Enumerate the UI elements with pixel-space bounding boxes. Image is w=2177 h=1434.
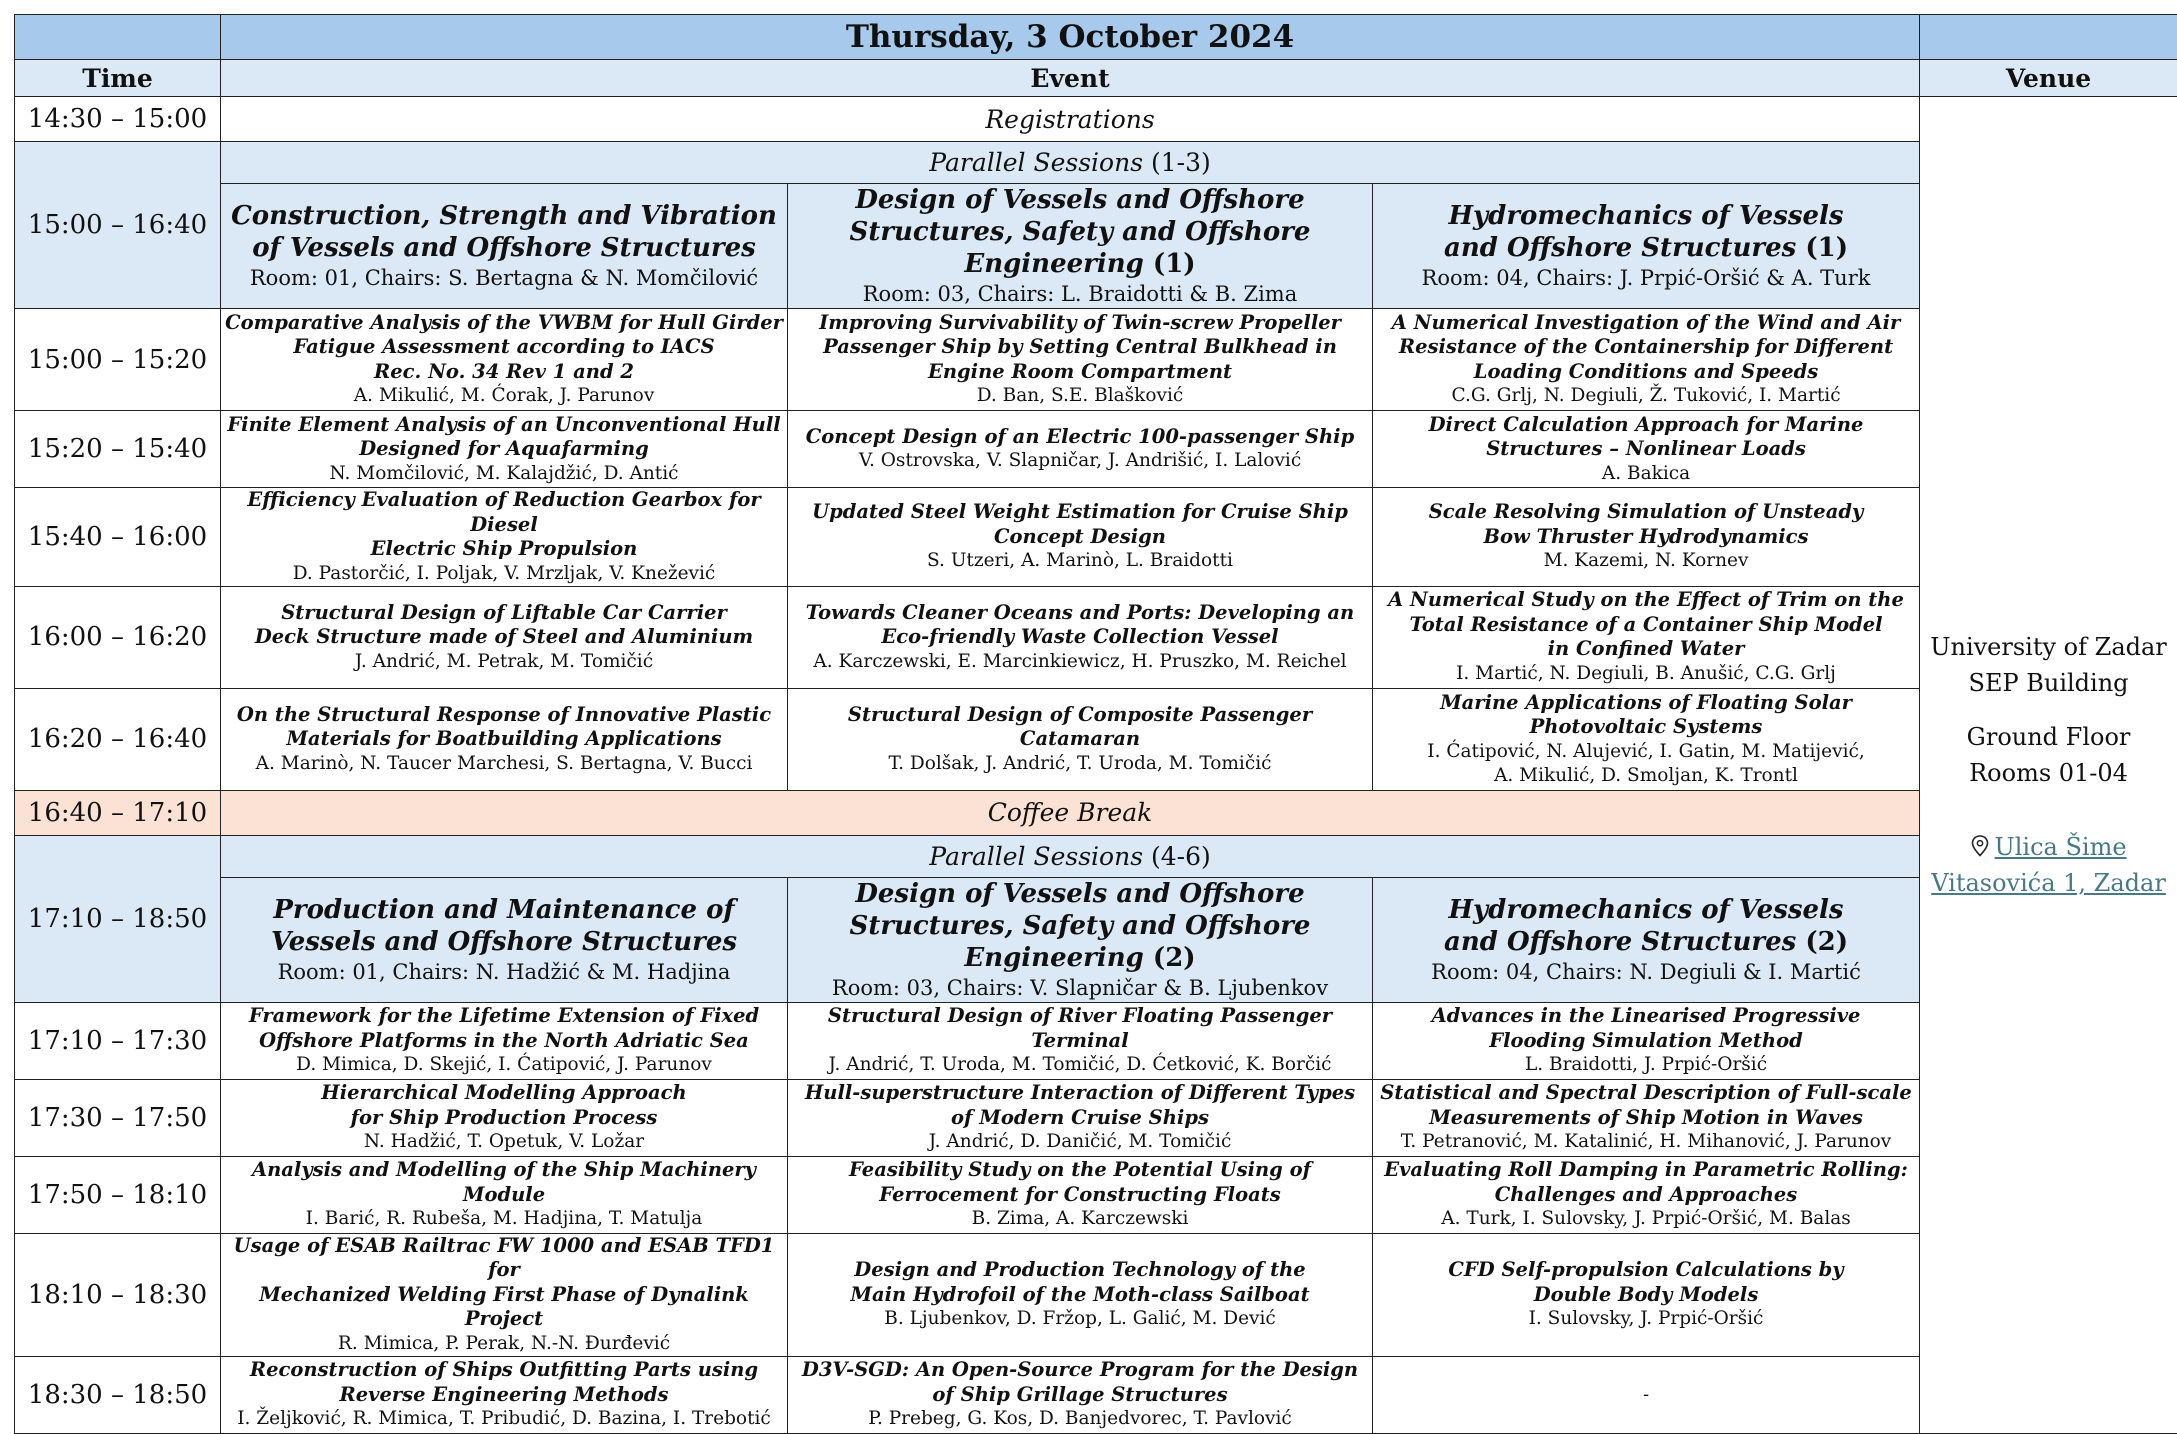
paper-title: Comparative Analysis of the VWBM for Hull Girder Fatigue Assessment according to IACS Rec. No. 34 Rev 1 and 2	[221, 311, 787, 385]
paper-cell	[1373, 309, 1920, 411]
paper-cell	[221, 586, 788, 688]
paper-title: Structural Design of River Floating Passenger Terminal	[788, 1004, 1372, 1053]
talk-row	[15, 1156, 2177, 1233]
paper-authors: T. Dolšak, J. Andrić, T. Uroda, M. Tomičić	[788, 752, 1372, 776]
day-title: Thursday, 3 October 2024	[221, 15, 1920, 60]
paper-cell	[788, 1079, 1373, 1156]
paper-authors: M. Kazemi, N. Kornev	[1373, 549, 1919, 573]
talk-time: 15:20 – 15:40	[15, 411, 221, 488]
session-room: Room: 01, Chairs: S. Bertagna & N. Momčilović	[221, 264, 787, 292]
talk-time: 17:30 – 17:50	[15, 1079, 221, 1156]
paper-title: Updated Steel Weight Estimation for Cruise Ship Concept Design	[788, 500, 1372, 549]
paper-authors: R. Mimica, P. Perak, N.-N. Đurđević	[221, 1332, 787, 1356]
talk-row	[15, 309, 2177, 411]
paper-cell	[221, 1079, 788, 1156]
paper-title: CFD Self-propulsion Calculations by Double Body Models	[1373, 1258, 1919, 1307]
paper-cell	[788, 309, 1373, 411]
banner-label: Parallel Sessions	[929, 148, 1143, 177]
venue-address-link[interactable]: Vitasovića 1, Zadar	[1931, 869, 2166, 897]
registration-row	[15, 97, 2177, 142]
paper-cell	[1373, 1079, 1920, 1156]
paper-cell	[221, 309, 788, 411]
paper-cell	[221, 1156, 788, 1233]
paper-cell	[1373, 1356, 1920, 1433]
venue-line: Rooms 01-04	[1920, 755, 2177, 791]
paper-title: Finite Element Analysis of an Unconventional Hull Designed for Aquafarming	[221, 413, 787, 462]
paper-cell	[221, 488, 788, 587]
paper-authors: A. Turk, I. Sulovsky, J. Prpić-Oršić, M. Balas	[1373, 1207, 1919, 1231]
paper-cell	[221, 688, 788, 790]
paper-authors: J. Andrić, T. Uroda, M. Tomičić, D. Ćetković, K. Borčić	[788, 1053, 1372, 1077]
talk-row	[15, 586, 2177, 688]
time-column-header: Time	[15, 60, 221, 97]
paper-cell	[788, 411, 1373, 488]
paper-authors: I. Martić, N. Degiuli, B. Anušić, C.G. Grlj	[1373, 662, 1919, 686]
talk-row	[15, 1079, 2177, 1156]
session-title: Construction, Strength and Vibration of Vessels and Offshore Structures	[221, 200, 787, 264]
session-header	[788, 877, 1373, 1002]
paper-authors: S. Utzeri, A. Marinò, L. Braidotti	[788, 549, 1372, 573]
paper-title: On the Structural Response of Innovative Plastic Materials for Boatbuilding Applications	[221, 703, 787, 752]
paper-title: Direct Calculation Approach for Marine Structures – Nonlinear Loads	[1373, 413, 1919, 462]
venue-line: Ground Floor	[1920, 719, 2177, 755]
session-header	[788, 184, 1373, 309]
paper-title: Framework for the Lifetime Extension of Fixed Offshore Platforms in the North Adriatic Sea	[221, 1004, 787, 1053]
paper-cell	[221, 411, 788, 488]
paper-authors: J. Andrić, M. Petrak, M. Tomičić	[221, 650, 787, 674]
talk-time: 16:00 – 16:20	[15, 586, 221, 688]
paper-authors: I. Željković, R. Mimica, T. Pribudić, D. Bazina, I. Trebotić	[221, 1407, 787, 1431]
paper-title: Improving Survivability of Twin-screw Propeller Passenger Ship by Setting Central Bulkhead in Engine Room Compartment	[788, 311, 1372, 385]
session-room: Room: 01, Chairs: N. Hadžić & M. Hadjina	[221, 958, 787, 986]
paper-authors: B. Zima, A. Karczewski	[788, 1207, 1372, 1231]
venue-cell	[1920, 97, 2177, 1434]
session-header	[221, 184, 788, 309]
talk-row	[15, 1233, 2177, 1356]
talk-time: 16:20 – 16:40	[15, 688, 221, 790]
paper-title: Design and Production Technology of the Main Hydrofoil of the Moth-class Sailboat	[788, 1258, 1372, 1307]
paper-authors: L. Braidotti, J. Prpić-Oršić	[1373, 1053, 1919, 1077]
paper-authors: J. Andrić, D. Daničić, M. Tomičić	[788, 1130, 1372, 1154]
session-room: Room: 03, Chairs: V. Slapničar & B. Ljubenkov	[788, 974, 1372, 1002]
session-title: Hydromechanics of Vessels and Offshore Structures (2)	[1373, 894, 1919, 958]
paper-authors: V. Ostrovska, V. Slapničar, J. Andrišić, I. Lalović	[788, 449, 1372, 473]
session-title: Design of Vessels and Offshore Structures, Safety and Offshore Engineering (1)	[788, 184, 1372, 280]
session-title: Production and Maintenance of Vessels and Offshore Structures	[221, 894, 787, 958]
day-title-left-blank	[15, 15, 221, 60]
registration-label: Registrations	[221, 97, 1920, 142]
paper-cell	[788, 1356, 1373, 1433]
paper-authors: A. Bakica	[1373, 462, 1919, 486]
paper-cell	[1373, 688, 1920, 790]
paper-authors: P. Prebeg, G. Kos, D. Banjedvorec, T. Pavlović	[788, 1407, 1372, 1431]
paper-authors: -	[1373, 1383, 1919, 1407]
paper-authors: N. Momčilović, M. Kalajdžić, D. Antić	[221, 462, 787, 486]
paper-cell	[788, 488, 1373, 587]
session-title: Hydromechanics of Vessels and Offshore Structures (1)	[1373, 200, 1919, 264]
paper-title: Hierarchical Modelling Approach for Ship Production Process	[221, 1081, 787, 1130]
paper-title: Feasibility Study on the Potential Using of Ferrocement for Constructing Floats	[788, 1158, 1372, 1207]
map-pin-icon	[1971, 835, 1989, 857]
paper-cell	[788, 1002, 1373, 1079]
paper-cell	[221, 1233, 788, 1356]
paper-title: Hull-superstructure Interaction of Different Types of Modern Cruise Ships	[788, 1081, 1372, 1130]
paper-title: Structural Design of Composite Passenger Catamaran	[788, 703, 1372, 752]
paper-title: Reconstruction of Ships Outfitting Parts using Reverse Engineering Methods	[221, 1358, 787, 1407]
paper-title: Advances in the Linearised Progressive Flooding Simulation Method	[1373, 1004, 1919, 1053]
paper-title: Efficiency Evaluation of Reduction Gearbox for Diesel Electric Ship Propulsion	[221, 488, 787, 562]
paper-title: Marine Applications of Floating Solar Photovoltaic Systems	[1373, 691, 1919, 740]
session-header-row	[15, 184, 2177, 309]
block-time: 17:10 – 18:50	[15, 835, 221, 1002]
talk-row	[15, 1002, 2177, 1079]
talk-time: 18:10 – 18:30	[15, 1233, 221, 1356]
session-room: Room: 04, Chairs: N. Degiuli & I. Martić	[1373, 958, 1919, 986]
paper-title: Usage of ESAB Railtrac FW 1000 and ESAB TFD1 for Mechanized Welding First Phase of Dynalink Project	[221, 1234, 787, 1332]
paper-title: Statistical and Spectral Description of Full-scale Measurements of Ship Motion in Waves	[1373, 1081, 1919, 1130]
venue-line: SEP Building	[1920, 665, 2177, 701]
paper-authors: T. Petranović, M. Katalinić, H. Mihanović, J. Parunov	[1373, 1130, 1919, 1154]
coffee-break-row	[15, 790, 2177, 835]
paper-authors: D. Ban, S.E. Blašković	[788, 384, 1372, 408]
schedule-table	[14, 14, 2177, 1434]
talk-time: 15:40 – 16:00	[15, 488, 221, 587]
session-header	[1373, 184, 1920, 309]
paper-authors: D. Mimica, D. Skejić, I. Ćatipović, J. Parunov	[221, 1053, 787, 1077]
banner-label: Parallel Sessions	[929, 842, 1143, 871]
paper-authors: I. Sulovsky, J. Prpić-Oršić	[1373, 1307, 1919, 1331]
day-title-right-blank	[1920, 15, 2177, 60]
column-header-row	[15, 60, 2177, 97]
event-column-header: Event	[221, 60, 1920, 97]
talk-row	[15, 1356, 2177, 1433]
paper-cell	[1373, 1233, 1920, 1356]
talk-row	[15, 688, 2177, 790]
talk-time: 15:00 – 15:20	[15, 309, 221, 411]
paper-title: Scale Resolving Simulation of Unsteady Bow Thruster Hydrodynamics	[1373, 500, 1919, 549]
venue-column-header: Venue	[1920, 60, 2177, 97]
venue-line: University of Zadar	[1920, 629, 2177, 665]
paper-title: Evaluating Roll Damping in Parametric Rolling: Challenges and Approaches	[1373, 1158, 1919, 1207]
paper-cell	[1373, 1156, 1920, 1233]
paper-authors: A. Marinò, N. Taucer Marchesi, S. Bertagna, V. Bucci	[221, 752, 787, 776]
session-title: Design of Vessels and Offshore Structures, Safety and Offshore Engineering (2)	[788, 878, 1372, 974]
parallel-sessions-banner	[221, 142, 1920, 184]
coffee-break-time: 16:40 – 17:10	[15, 790, 221, 835]
paper-cell	[788, 688, 1373, 790]
paper-cell	[788, 1233, 1373, 1356]
session-room: Room: 03, Chairs: L. Braidotti & B. Zima	[788, 280, 1372, 308]
registration-time: 14:30 – 15:00	[15, 97, 221, 142]
session-header	[1373, 877, 1920, 1002]
paper-cell	[221, 1356, 788, 1433]
session-header	[221, 877, 788, 1002]
paper-cell	[1373, 488, 1920, 587]
talk-time: 17:50 – 18:10	[15, 1156, 221, 1233]
paper-authors: I. Barić, R. Rubeša, M. Hadjina, T. Matulja	[221, 1207, 787, 1231]
talk-time: 17:10 – 17:30	[15, 1002, 221, 1079]
talk-row	[15, 488, 2177, 587]
paper-title: Analysis and Modelling of the Ship Machinery Module	[221, 1158, 787, 1207]
paper-authors: N. Hadžić, T. Opetuk, V. Ložar	[221, 1130, 787, 1154]
paper-authors: I. Ćatipović, N. Alujević, I. Gatin, M. Matijević, A. Mikulić, D. Smoljan, K. Trontl	[1373, 740, 1919, 788]
paper-cell	[1373, 1002, 1920, 1079]
session-header-row	[15, 877, 2177, 1002]
paper-cell	[221, 1002, 788, 1079]
paper-title: Structural Design of Liftable Car Carrier Deck Structure made of Steel and Aluminium	[221, 601, 787, 650]
paper-cell	[1373, 586, 1920, 688]
paper-cell	[788, 1156, 1373, 1233]
paper-title: D3V-SGD: An Open-Source Program for the Design of Ship Grillage Structures	[788, 1358, 1372, 1407]
day-title-row	[15, 15, 2177, 60]
banner-count: (1-3)	[1151, 148, 1211, 177]
paper-cell	[1373, 411, 1920, 488]
parallel-sessions-banner	[221, 835, 1920, 877]
paper-authors: C.G. Grlj, N. Degiuli, Ž. Tuković, I. Martić	[1373, 384, 1919, 408]
paper-title: A Numerical Investigation of the Wind and Air Resistance of the Containership for Different Loading Conditions and Speeds	[1373, 311, 1919, 385]
paper-authors: D. Pastorčić, I. Poljak, V. Mrzljak, V. Knežević	[221, 562, 787, 586]
paper-title: A Numerical Study on the Effect of Trim on the Total Resistance of a Container Ship Model in Confined Water	[1373, 588, 1919, 662]
paper-title: Towards Cleaner Oceans and Ports: Developing an Eco-friendly Waste Collection Vessel	[788, 601, 1372, 650]
paper-authors: A. Karczewski, E. Marcinkiewicz, H. Pruszko, M. Reichel	[788, 650, 1372, 674]
paper-title: Concept Design of an Electric 100-passenger Ship	[788, 425, 1372, 450]
banner-count: (4-6)	[1151, 842, 1211, 871]
coffee-break-label: Coffee Break	[221, 790, 1920, 835]
parallel-sessions-banner-row	[15, 142, 2177, 184]
paper-authors: B. Ljubenkov, D. Fržop, L. Galić, M. Dević	[788, 1307, 1372, 1331]
venue-address-link[interactable]: Ulica Šime	[1995, 833, 2127, 861]
talk-row	[15, 411, 2177, 488]
paper-authors: A. Mikulić, M. Ćorak, J. Parunov	[221, 384, 787, 408]
talk-time: 18:30 – 18:50	[15, 1356, 221, 1433]
parallel-sessions-banner-row	[15, 835, 2177, 877]
session-room: Room: 04, Chairs: J. Prpić-Oršić & A. Turk	[1373, 264, 1919, 292]
block-time: 15:00 – 16:40	[15, 142, 221, 309]
paper-cell	[788, 586, 1373, 688]
